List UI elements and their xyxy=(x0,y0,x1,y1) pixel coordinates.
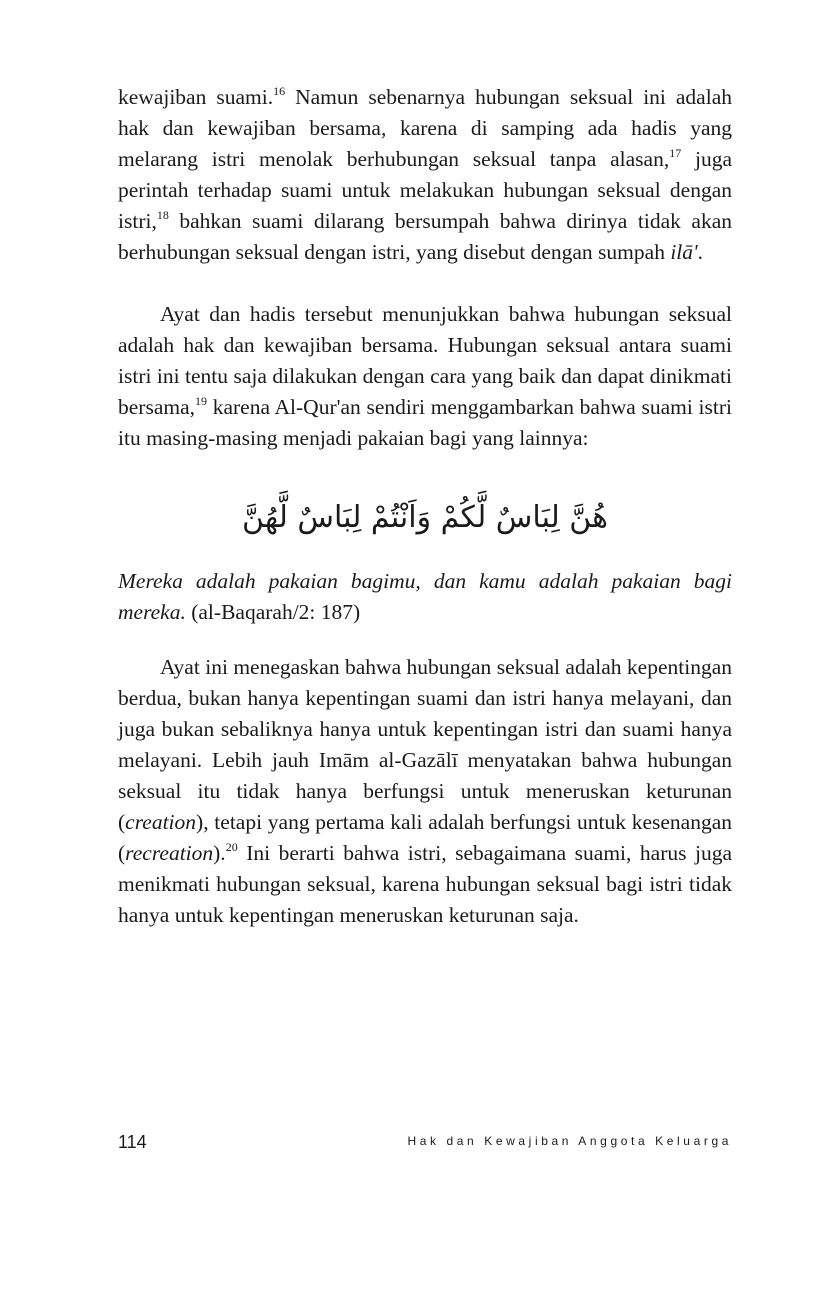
p3-text-a: Ayat ini menegaskan bahwa hubungan seksual adalah kepentingan berdua, bukan hanya kepentingan suami dan istri hanya melayani, dan juga bukan sebaliknya hanya untuk kepentingan istri dan suami hanya melayani. Lebih jauh Imām al-Gazālī menyatakan bahwa hubungan seksual itu tidak hanya berfungsi untuk meneruskan keturunan ( xyxy=(118,655,732,834)
p3-text-d: Ini berarti bahwa istri, sebagaimana suami, harus juga menikmati hubungan seksual, karena hubungan seksual bagi istri tidak hanya untuk kepentingan meneruskan keturunan saja. xyxy=(118,841,732,927)
footnote-ref-16: 16 xyxy=(273,83,286,98)
p1-text-b: Namun sebenarnya hubungan seksual ini adalah hak dan kewajiban bersama, karena di samping ada hadis yang melarang istri menolak berhubungan seksual tanpa alasan, xyxy=(118,85,732,171)
footnote-ref-18: 18 xyxy=(156,207,169,222)
p2-text-a: Ayat dan hadis tersebut menunjukkan bahwa hubungan seksual adalah hak dan kewajiban bersama. Hubungan seksual antara suami istri ini tentu saja dilakukan dengan cara yang baik dan dapat dinikmati bersama, xyxy=(118,302,732,419)
paragraph-1 xyxy=(118,82,732,268)
footnote-ref-20: 20 xyxy=(225,839,238,854)
page-number: 114 xyxy=(118,1132,147,1152)
recreation-term: recreation xyxy=(125,841,214,865)
p3-text-b: ), tetapi yang pertama kali adalah berfungsi untuk kesenangan ( xyxy=(118,810,732,865)
footnote-ref-17: 17 xyxy=(669,145,682,160)
paragraph-3 xyxy=(118,652,732,931)
p3-text-c: ). xyxy=(213,841,226,865)
running-title: Hak dan Kewajiban Anggota Keluarga xyxy=(407,1134,732,1148)
paragraph-2 xyxy=(118,299,732,454)
p1-text-d: bahkan suami dilarang bersumpah bahwa dirinya tidak akan berhubungan seksual dengan istri, yang disebut dengan sumpah xyxy=(118,209,732,264)
p1-text-e: . xyxy=(697,240,703,264)
ila-term: ilā' xyxy=(670,240,698,264)
p1-text-c: juga perintah terhadap suami untuk melakukan hubungan seksual dengan istri, xyxy=(118,147,732,233)
translation-italic: Mereka adalah pakaian bagimu, dan kamu adalah pakaian bagi mereka. xyxy=(118,569,732,624)
verse-reference: (al-Baqarah/2: 187) xyxy=(185,600,361,624)
p1-text-a: kewajiban suami. xyxy=(118,85,274,109)
verse-translation xyxy=(118,566,732,628)
footnote-ref-19: 19 xyxy=(195,393,208,408)
creation-term: creation xyxy=(125,810,197,834)
quran-verse-arabic: هُنَّ لِبَاسٌ لَّكُمْ وَاَنْتُمْ لِبَاسٌ لَّهُنَّ xyxy=(242,500,608,535)
p2-text-b: karena Al-Qur'an sendiri menggambarkan bahwa suami istri itu masing-masing menjadi pakaian bagi yang lainnya: xyxy=(118,395,732,450)
